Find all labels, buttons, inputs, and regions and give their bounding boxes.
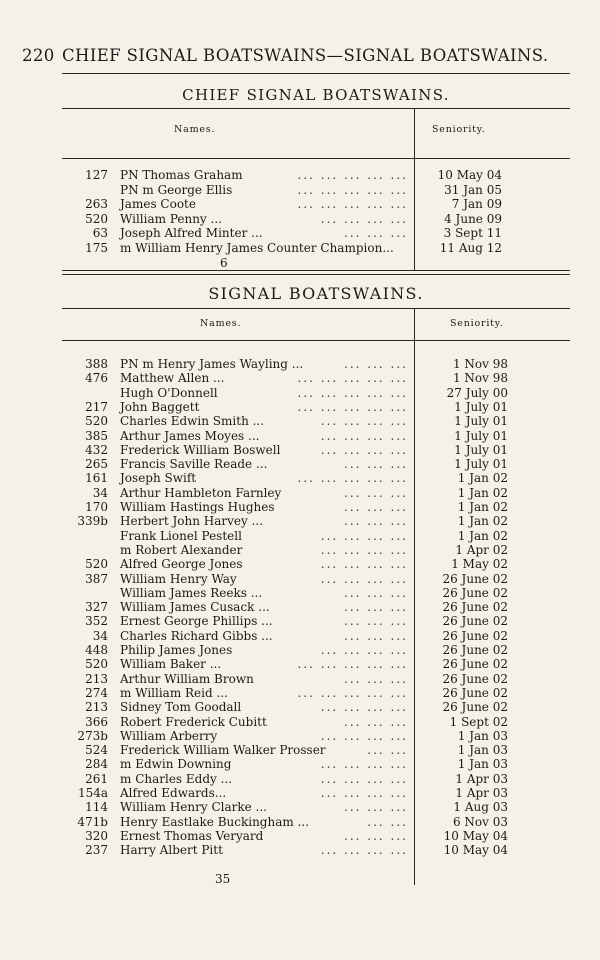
list-item xyxy=(0,715,600,729)
official-number: 34 xyxy=(92,485,108,500)
official-number: 265 xyxy=(85,457,108,472)
list-item xyxy=(0,226,600,240)
leader-dots: ... ... ... xyxy=(344,614,408,629)
officer-name: Arthur James Moyes ... xyxy=(120,428,260,443)
list-item xyxy=(0,514,600,528)
list-item xyxy=(0,614,600,628)
leader-dots: ... ... ... ... xyxy=(320,786,408,800)
officer-name: Frederick William Walker Prosser xyxy=(120,743,326,758)
official-number: 387 xyxy=(85,571,108,586)
list-item xyxy=(0,371,600,385)
official-number: 114 xyxy=(85,800,108,815)
officer-name: m William Reid ... xyxy=(120,685,228,700)
seniority-date: 26 June 02 xyxy=(442,614,508,629)
seniority-date: 1 Jan 02 xyxy=(457,528,508,543)
list-item xyxy=(0,657,600,671)
leader-dots: ... ... ... ... xyxy=(320,771,408,786)
seniority-date: 26 June 02 xyxy=(442,700,508,715)
leader-dots: ... ... ... xyxy=(344,714,408,729)
leader-dots: ... ... ... ... xyxy=(320,557,408,572)
list-item xyxy=(0,672,600,686)
seniority-date: 1 Jan 02 xyxy=(457,514,508,529)
seniority-date: 31 Jan 05 xyxy=(444,182,502,197)
list-item xyxy=(0,586,600,600)
seniority-date: 1 Jan 03 xyxy=(457,757,508,772)
officer-name: Herbert John Harvey ... xyxy=(120,514,264,529)
leader-dots: ... ... ... ... ... xyxy=(297,385,408,400)
list-item xyxy=(0,772,600,786)
list-item xyxy=(0,197,600,211)
officer-name: m Robert Alexander xyxy=(120,542,243,557)
official-number: 432 xyxy=(85,442,108,457)
official-number: 217 xyxy=(85,399,108,414)
official-number: 352 xyxy=(85,614,108,629)
official-number: 520 xyxy=(85,557,108,572)
official-number: 284 xyxy=(85,757,108,772)
leader-dots: ... ... xyxy=(367,743,408,758)
official-number: 476 xyxy=(85,371,108,386)
seniority-date: 26 June 02 xyxy=(442,585,508,600)
leader-dots: ... ... ... ... ... xyxy=(297,657,408,672)
officer-name: Sidney Tom Goodall xyxy=(120,700,242,715)
leader-dots: ... ... ... ... ... xyxy=(297,371,408,386)
list-item xyxy=(0,529,600,543)
officer-name: Ernest George Phillips ... xyxy=(120,614,273,629)
leader-dots: ... ... ... ... xyxy=(320,528,408,543)
list-item xyxy=(0,572,600,586)
leader-dots: ... ... ... ... ... xyxy=(297,685,408,700)
leader-dots: ... ... ... xyxy=(344,457,408,472)
leader-dots: ... ... ... ... xyxy=(320,757,408,772)
col-head-rule xyxy=(62,158,570,159)
seniority-date: 26 June 02 xyxy=(442,628,508,643)
list-item xyxy=(0,629,600,643)
officer-name: John Baggett xyxy=(120,399,200,414)
officer-name: William James Reeks ... xyxy=(120,585,263,600)
official-number: 261 xyxy=(85,771,108,786)
seniority-date: 1 July 01 xyxy=(454,414,508,429)
officer-name: William Henry Clarke ... xyxy=(120,800,267,815)
section-title-signal: SIGNAL BOATSWAINS. xyxy=(208,284,424,303)
leader-dots: ... ... ... xyxy=(344,500,408,514)
seniority-date: 26 June 02 xyxy=(442,671,508,686)
list-item xyxy=(0,800,600,814)
officer-name: Harry Albert Pitt xyxy=(120,843,223,858)
section-rule xyxy=(62,270,570,271)
official-number: 213 xyxy=(85,671,108,686)
leader-dots: ... ... ... ... xyxy=(320,643,408,657)
leader-dots: ... ... ... xyxy=(344,600,408,615)
leader-dots: ... ... ... xyxy=(344,357,408,371)
seniority-date: 27 July 00 xyxy=(446,385,508,400)
section-rule xyxy=(62,108,570,109)
official-number: 524 xyxy=(85,743,108,758)
list-item xyxy=(0,357,600,371)
list-item xyxy=(0,829,600,843)
official-number: 263 xyxy=(85,197,108,211)
officer-name: William Penny ... xyxy=(120,211,222,226)
list-item xyxy=(0,386,600,400)
seniority-date: 7 Jan 09 xyxy=(451,197,502,211)
seniority-date: 6 Nov 03 xyxy=(452,814,508,829)
official-number: 127 xyxy=(85,168,108,182)
officer-name: Hugh O'Donnell xyxy=(120,385,218,400)
official-number: 339b xyxy=(77,514,108,529)
leader-dots: ... ... ... ... ... xyxy=(297,471,408,486)
seniority-date: 1 Nov 98 xyxy=(452,357,508,371)
seniority-date: 3 Sept 11 xyxy=(443,226,502,240)
seniority-date: 10 May 04 xyxy=(443,828,508,843)
leader-dots: ... ... ... ... xyxy=(320,728,408,743)
seniority-date: 26 June 02 xyxy=(442,685,508,700)
seniority-date: 1 July 01 xyxy=(454,457,508,472)
officer-name: Charles Edwin Smith ... xyxy=(120,414,265,429)
leader-dots: ... ... ... xyxy=(344,628,408,643)
section-title-chief: CHIEF SIGNAL BOATSWAINS. xyxy=(182,86,450,104)
leader-dots: ... ... ... ... xyxy=(320,442,408,457)
col-head-seniority: Seniority. xyxy=(432,124,486,135)
page-footer-number: 35 xyxy=(215,872,231,886)
officer-name: William Baker ... xyxy=(120,657,222,672)
officer-name: William Henry Way xyxy=(120,571,237,586)
official-number: 520 xyxy=(85,414,108,429)
list-item xyxy=(0,471,600,485)
officer-name: Joseph Swift xyxy=(120,471,197,486)
leader-dots: ... ... ... ... xyxy=(320,700,408,715)
official-number: 154a xyxy=(77,786,108,800)
leader-dots: ... ... ... xyxy=(344,671,408,686)
section-rule xyxy=(62,308,570,309)
officer-name: Francis Saville Reade ... xyxy=(120,457,268,472)
list-item xyxy=(0,212,600,226)
list-item xyxy=(0,843,600,857)
page-number: 220 xyxy=(22,46,55,65)
officer-name: James Coote xyxy=(120,197,196,211)
officer-name: Arthur William Brown xyxy=(120,671,254,686)
list-item xyxy=(0,500,600,514)
leader-dots: ... ... ... xyxy=(344,226,408,240)
official-number: 320 xyxy=(85,828,108,843)
seniority-date: 1 Apr 03 xyxy=(455,786,508,800)
leader-dots: ... ... ... ... ... xyxy=(297,182,408,197)
list-item xyxy=(0,729,600,743)
leader-dots: ... ... ... ... ... xyxy=(297,168,408,182)
officer-name: Alfred Edwards... xyxy=(120,786,227,800)
officer-name: m Charles Eddy ... xyxy=(120,771,233,786)
list-item xyxy=(0,557,600,571)
list-item xyxy=(0,443,600,457)
list-item xyxy=(0,815,600,829)
list-item xyxy=(0,786,600,800)
seniority-date: 1 Sept 02 xyxy=(449,714,508,729)
official-number: 34 xyxy=(92,628,108,643)
official-number: 161 xyxy=(85,471,108,486)
col-head-names: Names. xyxy=(200,318,242,329)
list-item xyxy=(0,700,600,714)
officer-name: PN Thomas Graham xyxy=(120,168,243,182)
seniority-date: 11 Aug 12 xyxy=(439,240,502,255)
official-number: 448 xyxy=(85,643,108,657)
seniority-date: 1 Jan 02 xyxy=(457,485,508,500)
list-item xyxy=(0,643,600,657)
officer-name: Arthur Hambleton Farnley xyxy=(120,485,282,500)
officer-name: PN m Henry James Wayling ... xyxy=(120,357,304,371)
list-item xyxy=(0,543,600,557)
count-note: 6 xyxy=(220,256,228,270)
col-head-seniority: Seniority. xyxy=(450,318,504,329)
officer-name: Charles Richard Gibbs ... xyxy=(120,628,273,643)
list-item xyxy=(0,414,600,428)
seniority-date: 26 June 02 xyxy=(442,600,508,615)
seniority-date: 10 May 04 xyxy=(437,168,502,182)
officer-name: Frederick William Boswell xyxy=(120,442,281,457)
seniority-date: 1 July 01 xyxy=(454,399,508,414)
leader-dots: ... ... ... ... xyxy=(320,542,408,557)
leader-dots: ... ... ... ... xyxy=(320,428,408,443)
seniority-date: 1 Jan 03 xyxy=(457,728,508,743)
official-number: 175 xyxy=(85,240,108,255)
running-head xyxy=(22,46,582,65)
officer-name: William Arberry xyxy=(120,728,218,743)
list-item xyxy=(0,183,600,197)
col-head-names: Names. xyxy=(174,124,216,135)
leader-dots: ... ... ... xyxy=(344,514,408,529)
leader-dots: ... ... xyxy=(367,814,408,829)
seniority-date: 1 July 01 xyxy=(454,428,508,443)
header-rule xyxy=(62,73,570,74)
leader-dots: ... ... ... ... xyxy=(320,211,408,226)
official-number: 273b xyxy=(77,728,108,743)
list-item xyxy=(0,743,600,757)
seniority-date: 1 Nov 98 xyxy=(452,371,508,386)
seniority-date: 10 May 04 xyxy=(443,843,508,858)
leader-dots: ... ... ... xyxy=(344,485,408,500)
seniority-date: 1 May 02 xyxy=(451,557,508,572)
officer-name: m William Henry James Counter Champion... xyxy=(120,240,394,255)
officer-name: Frank Lionel Pestell xyxy=(120,528,242,543)
official-number: 274 xyxy=(85,685,108,700)
leader-dots: ... ... ... ... xyxy=(320,571,408,586)
officer-name: Robert Frederick Cubitt xyxy=(120,714,267,729)
seniority-date: 1 Apr 02 xyxy=(455,542,508,557)
official-number: 327 xyxy=(85,600,108,615)
seniority-date: 1 Apr 03 xyxy=(455,771,508,786)
list-item xyxy=(0,400,600,414)
officer-name: PN m George Ellis xyxy=(120,182,233,197)
leader-dots: ... ... ... ... ... xyxy=(297,197,408,211)
officer-name: Joseph Alfred Minter ... xyxy=(120,226,263,240)
official-number: 63 xyxy=(92,226,108,240)
official-number: 385 xyxy=(85,428,108,443)
officer-name: Ernest Thomas Veryard xyxy=(120,828,264,843)
official-number: 170 xyxy=(85,500,108,514)
seniority-date: 4 June 09 xyxy=(444,211,502,226)
list-item xyxy=(0,686,600,700)
official-number: 237 xyxy=(85,843,108,858)
leader-dots: ... ... ... xyxy=(344,800,408,815)
list-item xyxy=(0,241,600,255)
leader-dots: ... ... ... xyxy=(344,585,408,600)
official-number: 520 xyxy=(85,211,108,226)
official-number: 213 xyxy=(85,700,108,715)
officer-name: Philip James Jones xyxy=(120,643,233,657)
col-head-rule xyxy=(62,340,570,341)
leader-dots: ... ... ... ... xyxy=(320,414,408,429)
list-item xyxy=(0,168,600,182)
seniority-date: 26 June 02 xyxy=(442,657,508,672)
seniority-date: 1 July 01 xyxy=(454,442,508,457)
official-number: 520 xyxy=(85,657,108,672)
list-item xyxy=(0,486,600,500)
running-head-title: CHIEF SIGNAL BOATSWAINS—SIGNAL BOATSWAINS. xyxy=(62,46,549,65)
officer-name: William James Cusack ... xyxy=(120,600,270,615)
leader-dots: ... ... ... ... ... xyxy=(297,399,408,414)
official-number: 471b xyxy=(77,814,108,829)
section-rule xyxy=(62,274,570,275)
seniority-date: 26 June 02 xyxy=(442,643,508,657)
seniority-date: 1 Jan 02 xyxy=(457,471,508,486)
list-item xyxy=(0,457,600,471)
officer-name: William Hastings Hughes xyxy=(120,500,275,514)
list-item xyxy=(0,429,600,443)
official-number: 366 xyxy=(85,714,108,729)
leader-dots: ... ... ... xyxy=(344,828,408,843)
list-item xyxy=(0,757,600,771)
leader-dots: ... ... ... ... xyxy=(320,843,408,858)
official-number: 388 xyxy=(85,357,108,371)
seniority-date: 1 Jan 03 xyxy=(457,743,508,758)
officer-name: m Edwin Downing xyxy=(120,757,232,772)
officer-name: Alfred George Jones xyxy=(120,557,243,572)
officer-name: Matthew Allen ... xyxy=(120,371,225,386)
list-item xyxy=(0,600,600,614)
seniority-date: 26 June 02 xyxy=(442,571,508,586)
seniority-date: 1 Jan 02 xyxy=(457,500,508,514)
officer-name: Henry Eastlake Buckingham ... xyxy=(120,814,310,829)
seniority-date: 1 Aug 03 xyxy=(453,800,508,815)
